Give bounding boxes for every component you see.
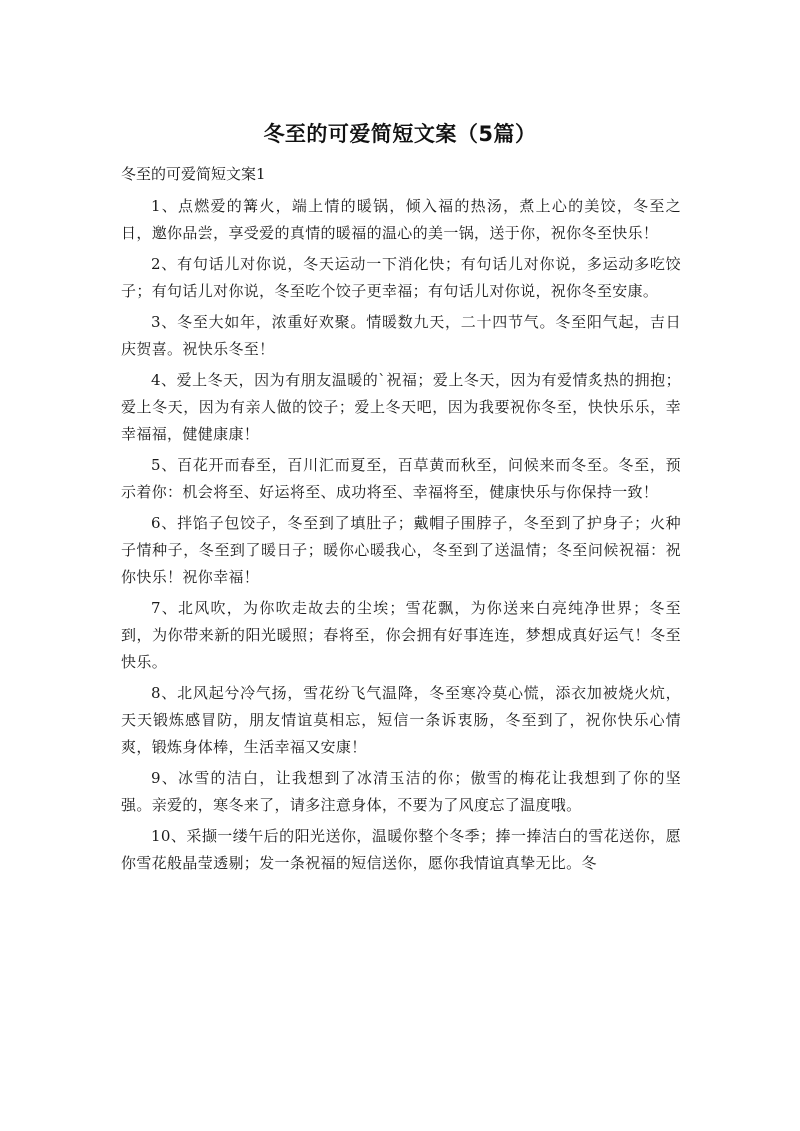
paragraph: 7、北风吹，为你吹走故去的尘埃；雪花飘，为你送来白亮纯净世界；冬至到，为你带来新的阳光暖照；春将至，你会拥有好事连连，梦想成真好运气！冬至快乐。 bbox=[121, 599, 681, 671]
paragraph: 1、点燃爱的篝火，端上情的暖锅，倾入福的热汤，煮上心的美饺，冬至之日，邀你品尝，享受爱的真情的暖福的温心的美一锅，送于你，祝你冬至快乐！ bbox=[121, 197, 681, 242]
paragraph: 2、有句话儿对你说，冬天运动一下消化快；有句话儿对你说，多运动多吃饺子；有句话儿对你说，冬至吃个饺子更幸福；有句话儿对你说，祝你冬至安康。 bbox=[121, 255, 681, 300]
paragraph: 10、采撷一缕午后的阳光送你，温暖你整个冬季；捧一捧洁白的雪花送你，愿你雪花般晶莹透剔；发一条祝福的短信送你，愿你我情谊真挚无比。冬 bbox=[121, 827, 681, 872]
paragraph: 3、冬至大如年，浓重好欢聚。情暖数九天，二十四节气。冬至阳气起，吉日庆贺喜。祝快乐冬至！ bbox=[121, 313, 681, 358]
section-heading: 冬至的可爱简短文案1 bbox=[121, 165, 266, 183]
paragraph: 4、爱上冬天，因为有朋友温暖的`祝福；爱上冬天，因为有爱情炙热的拥抱；爱上冬天，因为有亲人做的饺子；爱上冬天吧，因为我要祝你冬至，快快乐乐，幸幸福福，健健康康！ bbox=[121, 371, 681, 443]
paragraph: 6、拌馅子包饺子，冬至到了填肚子；戴帽子围脖子，冬至到了护身子；火种子情种子，冬至到了暖日子；暖你心暖我心，冬至到了送温情；冬至问候祝福：祝你快乐！祝你幸福！ bbox=[121, 514, 681, 586]
document-body bbox=[121, 193, 681, 881]
paragraph: 5、百花开而春至，百川汇而夏至，百草黄而秋至，问候来而冬至。冬至，预示着你：机会将至、好运将至、成功将至、幸福将至，健康快乐与你保持一致！ bbox=[121, 456, 681, 501]
paragraph: 9、冰雪的洁白，让我想到了冰清玉洁的你；傲雪的梅花让我想到了你的坚强。亲爱的，寒冬来了，请多注意身体，不要为了风度忘了温度哦。 bbox=[121, 769, 681, 814]
paragraph: 8、北风起兮冷气扬，雪花纷飞气温降，冬至寒冷莫心慌，添衣加被烧火炕，天天锻炼感冒防，朋友情谊莫相忘，短信一条诉衷肠，冬至到了，祝你快乐心情爽，锻炼身体棒，生活幸福又安康！ bbox=[121, 684, 681, 756]
document-title: 冬至的可爱简短文案（5篇） bbox=[263, 122, 537, 146]
